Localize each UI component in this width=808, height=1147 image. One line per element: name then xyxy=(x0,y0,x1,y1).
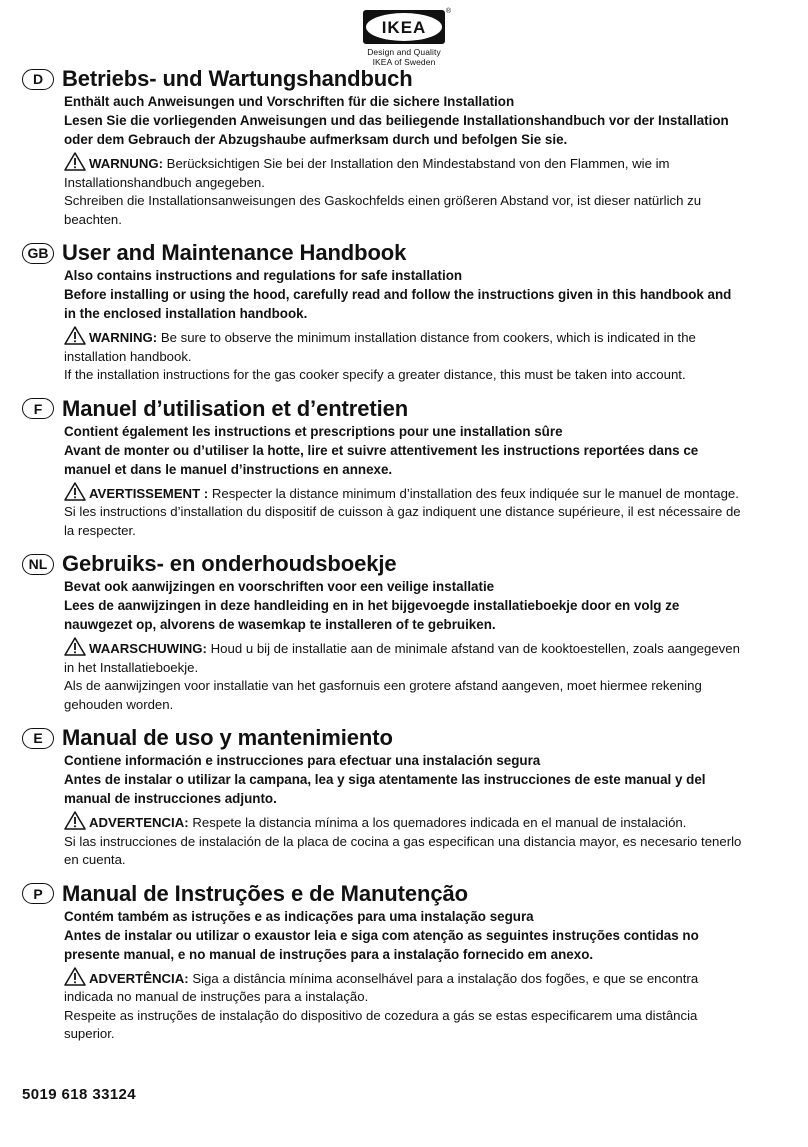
warning-triangle-icon xyxy=(64,326,86,345)
warning-text: Respete la distancia mínima a los quemadores indicada en el manual de instalación. xyxy=(192,815,687,830)
section-subtitle: Contiene información e instrucciones para efectuar una instalación segura xyxy=(64,753,541,768)
ikea-logo-wordmark: IKEA xyxy=(381,18,427,37)
section-heading xyxy=(22,881,744,907)
section-subtitle: Bevat ook aanwijzingen en voorschriften voor een veilige installatie xyxy=(64,579,495,594)
warning-text: Siga a distância mínima aconselhável para a instalação dos fogões, e que se encontra indicada no manual de instruções para a instalação. xyxy=(64,970,699,1004)
logo-tagline-1: Design and Quality xyxy=(367,47,441,57)
section-heading xyxy=(22,725,744,751)
warning-label: ADVERTÊNCIA: xyxy=(89,970,189,986)
warning-paragraph xyxy=(64,811,744,833)
document-code: 5019 618 33124 xyxy=(22,1086,137,1103)
document-body xyxy=(22,66,744,1055)
warning-text: Berücksichtigen Sie bei der Installation den Mindestabstand von den Flammen, wie im Installationshandbuch angegeben. xyxy=(64,156,670,190)
section-intro: Avant de monter ou d’utiliser la hotte, lire et suivre attentivement les instructions reportées dans ce manuel et dans le manuel d’instructions en annexe. xyxy=(64,442,699,477)
warning-triangle-icon xyxy=(64,967,86,986)
section-intro: Antes de instalar ou utilizar o exaustor leia e siga com atenção as seguintes instruções contidas no presente manual, e no manual de instruções para a instalação fornecido em anexo. xyxy=(64,927,699,962)
section-heading xyxy=(22,66,744,92)
warning-triangle-icon xyxy=(64,152,86,171)
section-p xyxy=(22,881,744,1044)
section-body xyxy=(22,751,744,870)
warning-paragraph xyxy=(64,326,744,366)
section-note: Respeite as instruções de instalação do dispositivo de cozedura a gás se estas especificarem uma distância superior. xyxy=(64,1007,698,1041)
logo-tagline-2: IKEA of Sweden xyxy=(372,57,436,67)
section-gb xyxy=(22,240,744,385)
section-note: Si las instrucciones de instalación de la placa de cocina a gas especifican una distancia mayor, es necesario tenerlo en cuenta. xyxy=(64,833,742,867)
section-heading xyxy=(22,240,744,266)
section-f xyxy=(22,396,744,541)
section-heading xyxy=(22,396,744,422)
warning-triangle-icon xyxy=(64,482,86,501)
section-body xyxy=(22,422,744,541)
section-body xyxy=(22,907,744,1044)
section-title: Manual de Instruções e de Manutenção xyxy=(62,880,468,906)
section-title: Manual de uso y mantenimiento xyxy=(62,725,393,750)
section-subtitle: Contient également les instructions et prescriptions pour une installation sûre xyxy=(64,423,563,439)
section-note: Als de aanwijzingen voor installatie van het gasfornuis een grotere afstand aangeven, moet hiermee rekening gehouden worden. xyxy=(64,678,702,712)
section-note: If the installation instructions for the gas cooker specify a greater distance, this must be taken into account. xyxy=(64,367,686,382)
section-intro: Before installing or using the hood, carefully read and follow the instructions given in this handbook and in the enclosed installation handbook. xyxy=(64,287,732,321)
warning-text: Be sure to observe the minimum installation distance from cookers, which is indicated in the installation handbook. xyxy=(64,330,696,364)
section-title: Manuel d’utilisation et d’entretien xyxy=(62,395,409,421)
section-body xyxy=(22,266,744,385)
language-code-badge: NL xyxy=(22,554,54,575)
warning-triangle-icon xyxy=(64,811,86,830)
warning-paragraph xyxy=(64,482,744,504)
warning-label: ADVERTENCIA: xyxy=(89,815,189,830)
section-subtitle: Also contains instructions and regulations for safe installation xyxy=(64,268,463,283)
ikea-logo xyxy=(360,8,451,67)
section-d xyxy=(22,66,744,229)
section-note: Schreiben die Installationsanweisungen des Gaskochfelds einen größeren Abstand vor, ist dieser natürlich zu beachten. xyxy=(64,193,702,227)
section-subtitle: Contém também as istruções e as indicações para uma instalação segura xyxy=(64,908,534,924)
warning-paragraph xyxy=(64,967,744,1007)
language-code-badge: F xyxy=(22,398,54,419)
section-body xyxy=(22,577,744,714)
section-e xyxy=(22,725,744,870)
section-intro: Lesen Sie die vorliegenden Anweisungen und das beiliegende Installationshandbuch vor der Installation oder dem Gebrauch der Abzugshaube aufmerksam durch und befolgen Sie sie. xyxy=(64,113,729,147)
warning-triangle-icon xyxy=(64,637,86,656)
registered-mark: ® xyxy=(445,8,451,15)
warning-text: Respecter la distance minimum d’installation des feux indiquée sur le manuel de montage. xyxy=(211,485,739,501)
warning-label: WAARSCHUWING: xyxy=(89,641,207,656)
warning-label: AVERTISSEMENT : xyxy=(89,485,209,501)
section-title: Gebruiks- en onderhoudsboekje xyxy=(62,551,397,576)
language-code-badge: D xyxy=(22,69,54,90)
section-title: User and Maintenance Handbook xyxy=(62,240,407,265)
section-heading xyxy=(22,551,744,577)
ikea-logo-mark xyxy=(363,8,451,44)
section-intro: Lees de aanwijzingen in deze handleiding en in het bijgevoegde installatieboekje door en volg ze nauwgezet op, alvorens de wasemkap te installeren of te gebruiken. xyxy=(64,598,680,632)
section-title: Betriebs- und Wartungshandbuch xyxy=(62,66,413,91)
warning-text: Houd u bij de installatie aan de minimale afstand van de kooktoestellen, zoals aangegeven in het Installatieboekje. xyxy=(64,641,740,675)
language-code-badge: GB xyxy=(22,243,54,264)
warning-paragraph xyxy=(64,637,744,677)
section-body xyxy=(22,92,744,229)
section-nl xyxy=(22,551,744,714)
language-code-badge: E xyxy=(22,728,54,749)
section-subtitle: Enthält auch Anweisungen und Vorschriften für die sichere Installation xyxy=(64,94,515,109)
warning-label: WARNUNG: xyxy=(89,156,163,171)
section-intro: Antes de instalar o utilizar la campana, lea y siga atentamente las instrucciones de este manual y del manual de instrucciones adjunto. xyxy=(64,772,706,806)
section-note: Si les instructions d’installation du dispositif de cuisson à gaz indiquent une distance supérieure, il est nécessaire de la respecter. xyxy=(64,504,741,538)
warning-paragraph xyxy=(64,152,744,192)
warning-label: WARNING: xyxy=(89,330,158,345)
language-code-badge: P xyxy=(22,883,54,904)
